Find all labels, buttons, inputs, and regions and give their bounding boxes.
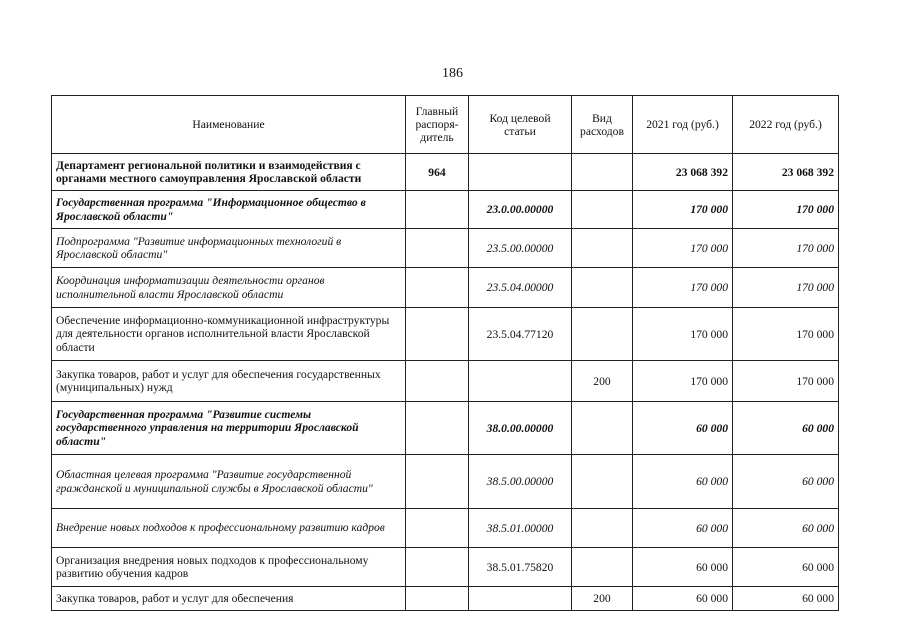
row-code xyxy=(469,587,572,611)
row-admin xyxy=(406,402,469,455)
row-2021: 60 000 xyxy=(633,402,733,455)
row-exp xyxy=(572,402,633,455)
table-row xyxy=(52,191,839,229)
col-header-2021: 2021 год (руб.) xyxy=(633,96,733,154)
row-2021: 170 000 xyxy=(633,229,733,268)
row-2021: 170 000 xyxy=(633,268,733,308)
row-exp: 200 xyxy=(572,361,633,402)
row-2022: 170 000 xyxy=(733,268,839,308)
col-header-admin: Главный распоря-дитель xyxy=(406,96,469,154)
row-name: Обеспечение информационно-коммуникационной инфраструктуры для деятельности органов исполнительной власти Ярославской области xyxy=(52,308,406,361)
row-2021: 170 000 xyxy=(633,308,733,361)
row-name: Департамент региональной политики и взаимодействия с органами местного самоуправления Ярославской области xyxy=(52,154,406,191)
table-row xyxy=(52,154,839,191)
row-name: Областная целевая программа "Развитие государственной гражданской и муниципальной службы в Ярославской области" xyxy=(52,455,406,509)
row-exp xyxy=(572,268,633,308)
col-header-name: Наименование xyxy=(52,96,406,154)
row-admin xyxy=(406,268,469,308)
row-2021: 60 000 xyxy=(633,509,733,548)
row-name: Подпрограмма "Развитие информационных технологий в Ярославской области" xyxy=(52,229,406,268)
row-exp xyxy=(572,191,633,229)
table-row xyxy=(52,509,839,548)
table-row xyxy=(52,402,839,455)
row-admin: 964 xyxy=(406,154,469,191)
row-2021: 60 000 xyxy=(633,455,733,509)
row-exp xyxy=(572,548,633,587)
budget-table xyxy=(51,95,839,611)
row-admin xyxy=(406,191,469,229)
row-code: 23.5.04.77120 xyxy=(469,308,572,361)
row-2022: 170 000 xyxy=(733,229,839,268)
table-row xyxy=(52,229,839,268)
row-2022: 170 000 xyxy=(733,308,839,361)
table-row xyxy=(52,587,839,611)
row-name: Координация информатизации деятельности органов исполнительной власти Ярославской области xyxy=(52,268,406,308)
col-header-code: Код целевой статьи xyxy=(469,96,572,154)
row-2022: 60 000 xyxy=(733,587,839,611)
row-admin xyxy=(406,587,469,611)
table-row xyxy=(52,455,839,509)
row-2022: 23 068 392 xyxy=(733,154,839,191)
table-row xyxy=(52,308,839,361)
row-name: Закупка товаров, работ и услуг для обеспечения xyxy=(52,587,406,611)
row-admin xyxy=(406,361,469,402)
row-code: 23.0.00.00000 xyxy=(469,191,572,229)
row-2022: 60 000 xyxy=(733,509,839,548)
table-header-row xyxy=(52,96,839,154)
row-exp xyxy=(572,509,633,548)
row-exp xyxy=(572,154,633,191)
row-admin xyxy=(406,308,469,361)
row-2021: 170 000 xyxy=(633,191,733,229)
row-code: 23.5.00.00000 xyxy=(469,229,572,268)
row-code: 38.5.01.75820 xyxy=(469,548,572,587)
row-admin xyxy=(406,548,469,587)
row-name: Закупка товаров, работ и услуг для обеспечения государственных (муниципальных) нужд xyxy=(52,361,406,402)
page-number: 186 xyxy=(442,66,463,81)
row-name: Внедрение новых подходов к профессиональному развитию кадров xyxy=(52,509,406,548)
row-code: 23.5.04.00000 xyxy=(469,268,572,308)
table-row xyxy=(52,361,839,402)
row-2022: 170 000 xyxy=(733,361,839,402)
row-admin xyxy=(406,509,469,548)
row-code xyxy=(469,361,572,402)
row-2022: 60 000 xyxy=(733,455,839,509)
row-exp: 200 xyxy=(572,587,633,611)
row-code: 38.5.01.00000 xyxy=(469,509,572,548)
row-exp xyxy=(572,308,633,361)
row-code: 38.0.00.00000 xyxy=(469,402,572,455)
row-exp xyxy=(572,229,633,268)
col-header-exp: Вид расходов xyxy=(572,96,633,154)
row-name: Организация внедрения новых подходов к профессиональному развитию обучения кадров xyxy=(52,548,406,587)
row-name: Государственная программа "Развитие системы государственного управления на территории Ярославской области" xyxy=(52,402,406,455)
row-2021: 170 000 xyxy=(633,361,733,402)
row-2021: 60 000 xyxy=(633,548,733,587)
row-admin xyxy=(406,229,469,268)
row-2021: 23 068 392 xyxy=(633,154,733,191)
col-header-2022: 2022 год (руб.) xyxy=(733,96,839,154)
row-2022: 60 000 xyxy=(733,548,839,587)
row-code: 38.5.00.00000 xyxy=(469,455,572,509)
row-name: Государственная программа "Информационное общество в Ярославской области" xyxy=(52,191,406,229)
row-2022: 170 000 xyxy=(733,191,839,229)
table-row xyxy=(52,548,839,587)
row-2022: 60 000 xyxy=(733,402,839,455)
row-exp xyxy=(572,455,633,509)
table-row xyxy=(52,268,839,308)
row-admin xyxy=(406,455,469,509)
row-code xyxy=(469,154,572,191)
row-2021: 60 000 xyxy=(633,587,733,611)
